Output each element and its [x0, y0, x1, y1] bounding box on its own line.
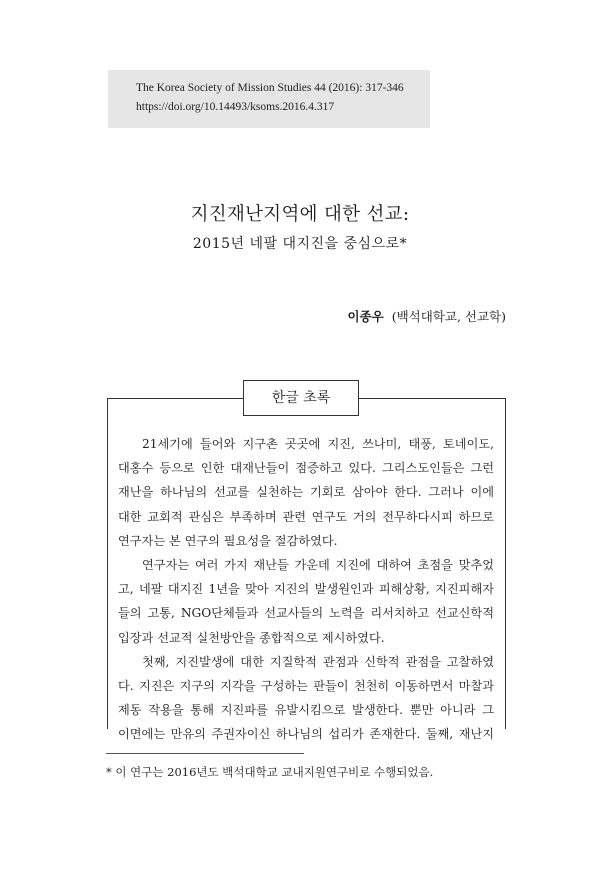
abstract-line: 고, 네팔 대지진 1년을 맞아 지진의 발생원인과 피해상황, 지진피해자: [118, 582, 494, 597]
abstract-line: 들의 고통, NGO단체들과 선교사들의 노력을 리서치하고 선교신학적: [118, 606, 494, 621]
paper-subtitle: 2015년 네팔 대지진을 중심으로*: [192, 236, 408, 252]
abstract-line: 입장과 선교적 실천방안을 종합적으로 제시하였다.: [118, 630, 385, 645]
abstract-line: 첫째, 지진발생에 대한 지질학적 관점과 신학적 관점을 고찰하였: [142, 654, 494, 669]
abstract-line: 제동 작용을 통해 지진파를 유발시킴으로 발생한다. 뿐만 아니라 그: [118, 703, 494, 718]
author-name: 이종우: [347, 309, 384, 324]
author-line: [347, 307, 506, 325]
abstract-label: 한글 초록: [243, 380, 359, 416]
journal-header: [108, 70, 430, 128]
paper-title: 지진재난지역에 대한 선교:: [190, 204, 410, 225]
abstract-line: 대한 교회적 관심은 부족하며 관련 연구도 거의 전무하다시피 하므로: [118, 509, 494, 524]
abstract-line: 21세기에 들어와 지구촌 곳곳에 지진, 쓰나미, 태풍, 토네이도,: [142, 437, 494, 451]
footnote-divider: [106, 753, 304, 754]
footnote: * 이 연구는 2016년도 백석대학교 교내지원연구비로 수행되었음.: [106, 765, 434, 779]
abstract-line: 연구자는 본 연구의 필요성을 절감하였다.: [118, 533, 338, 548]
author-affiliation: (백석대학교, 선교학): [391, 309, 506, 324]
abstract-line: 연구자는 여러 가지 재난들 가운데 지진에 대하여 초점을 맞추었: [142, 558, 494, 573]
abstract-line: 재난을 하나님의 선교를 실천하는 기회로 삼아야 한다. 그러나 이에: [118, 485, 494, 500]
abstract-line: 다. 지진은 지구의 지각을 구성하는 판들이 천천히 이동하면서 마찰과: [118, 679, 494, 694]
doi-link[interactable]: https://doi.org/10.14493/ksoms.2016.4.317: [136, 101, 335, 113]
abstract-line: 이면에는 만유의 주권자이신 하나님의 섭리가 존재한다. 둘째, 재난지: [118, 727, 494, 742]
abstract-line: 대홍수 등으로 인한 대재난들이 점증하고 있다. 그리스도인들은 그런: [118, 461, 494, 476]
journal-citation: The Korea Society of Mission Studies 44 (2016): 317-346: [136, 82, 404, 94]
abstract-body: [118, 432, 494, 747]
